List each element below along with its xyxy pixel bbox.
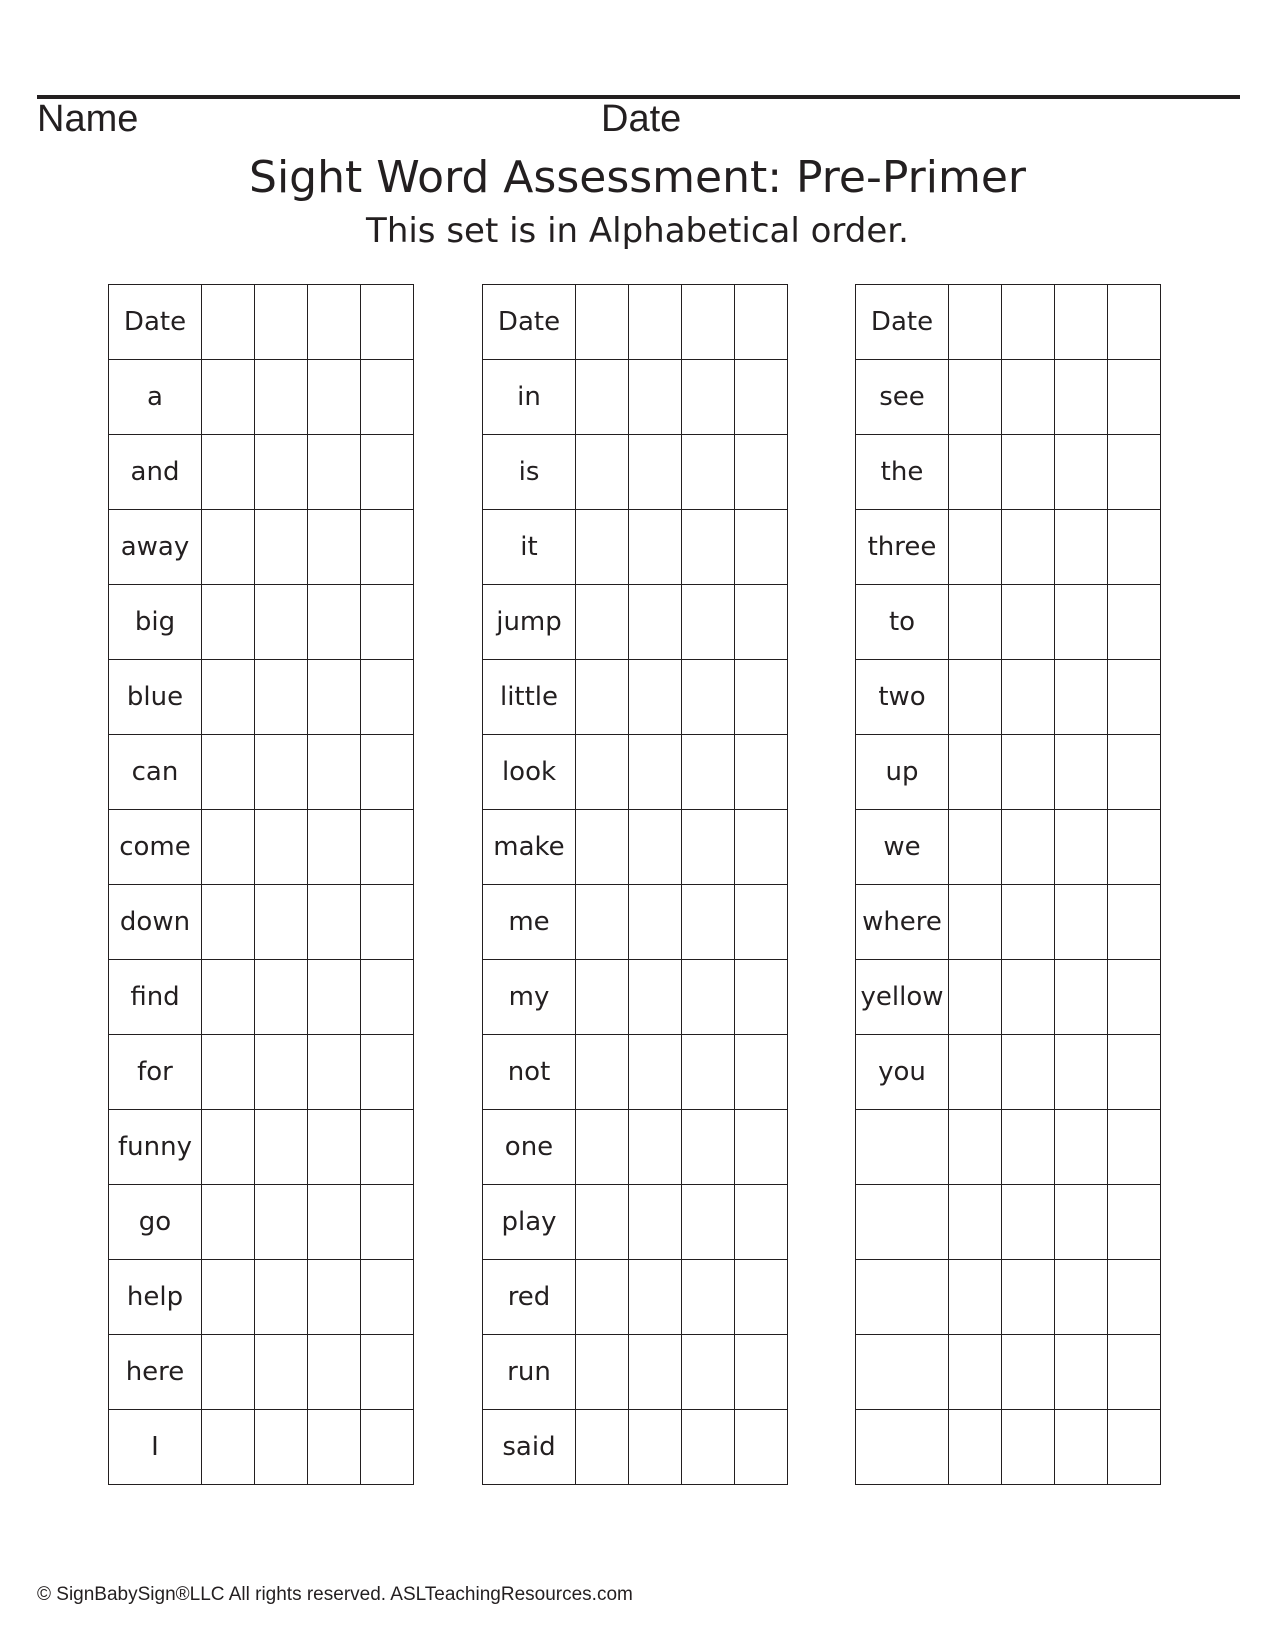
mark-cell[interactable] — [255, 1335, 308, 1410]
mark-cell[interactable] — [361, 435, 414, 510]
mark-cell[interactable] — [1002, 1410, 1055, 1485]
mark-cell[interactable] — [735, 1110, 788, 1185]
sight-word-cell — [856, 1335, 949, 1410]
mark-cell[interactable] — [949, 885, 1002, 960]
mark-cell[interactable] — [735, 1260, 788, 1335]
mark-cell[interactable] — [576, 810, 629, 885]
mark-cell[interactable] — [255, 360, 308, 435]
grid-row — [109, 1110, 414, 1185]
mark-cell[interactable] — [576, 1260, 629, 1335]
mark-cell[interactable] — [682, 1185, 735, 1260]
sight-word-cell: three — [856, 510, 949, 585]
mark-cell[interactable] — [1002, 1260, 1055, 1335]
mark-cell[interactable] — [202, 1260, 255, 1335]
sight-word-cell: I — [109, 1410, 202, 1485]
mark-cell[interactable] — [949, 1410, 1002, 1485]
mark-cell[interactable] — [949, 360, 1002, 435]
mark-cell[interactable] — [629, 510, 682, 585]
sight-word-cell: the — [856, 435, 949, 510]
grid-row — [109, 810, 414, 885]
sight-word-cell — [856, 1110, 949, 1185]
sight-word-cell: can — [109, 735, 202, 810]
date-header-cell: Date — [483, 285, 576, 360]
mark-cell[interactable] — [1108, 510, 1161, 585]
mark-cell[interactable] — [202, 660, 255, 735]
mark-cell[interactable] — [949, 510, 1002, 585]
sight-word-cell: it — [483, 510, 576, 585]
mark-cell[interactable] — [1055, 1410, 1108, 1485]
grid-row — [109, 1035, 414, 1110]
sight-word-cell: blue — [109, 660, 202, 735]
mark-cell[interactable] — [949, 435, 1002, 510]
grid-row — [483, 885, 788, 960]
sight-word-cell: in — [483, 360, 576, 435]
mark-cell[interactable] — [1108, 960, 1161, 1035]
mark-cell[interactable] — [682, 660, 735, 735]
mark-cell[interactable] — [255, 960, 308, 1035]
mark-cell[interactable] — [682, 1410, 735, 1485]
sight-word-cell: come — [109, 810, 202, 885]
mark-cell[interactable] — [576, 735, 629, 810]
sight-word-cell — [856, 1185, 949, 1260]
mark-cell[interactable] — [1055, 1335, 1108, 1410]
sight-word-cell: one — [483, 1110, 576, 1185]
mark-cell[interactable] — [1002, 1035, 1055, 1110]
mark-cell[interactable] — [629, 1035, 682, 1110]
mark-cell[interactable] — [735, 660, 788, 735]
mark-cell[interactable] — [682, 1335, 735, 1410]
sight-word-cell: not — [483, 1035, 576, 1110]
grid-row — [856, 1410, 1161, 1485]
mark-cell[interactable] — [682, 435, 735, 510]
mark-cell[interactable] — [1002, 660, 1055, 735]
mark-cell[interactable] — [735, 735, 788, 810]
mark-cell[interactable] — [361, 1260, 414, 1335]
mark-cell[interactable] — [255, 1110, 308, 1185]
mark-cell[interactable] — [576, 510, 629, 585]
mark-cell[interactable] — [629, 360, 682, 435]
mark-cell[interactable] — [308, 1260, 361, 1335]
mark-cell[interactable] — [308, 360, 361, 435]
sight-word-cell — [856, 1260, 949, 1335]
page-title: Sight Word Assessment: Pre-Primer — [249, 152, 1026, 203]
mark-cell[interactable] — [255, 660, 308, 735]
grid-row — [109, 1335, 414, 1410]
mark-cell[interactable] — [629, 1110, 682, 1185]
sight-word-cell: two — [856, 660, 949, 735]
grid-header-row — [856, 285, 1161, 360]
mark-cell[interactable] — [629, 1410, 682, 1485]
mark-cell[interactable] — [1002, 510, 1055, 585]
grid-row — [856, 360, 1161, 435]
date-entry-cell[interactable] — [735, 285, 788, 360]
mark-cell[interactable] — [361, 1110, 414, 1185]
mark-cell[interactable] — [361, 1035, 414, 1110]
mark-cell[interactable] — [202, 360, 255, 435]
page-subtitle: This set is in Alphabetical order. — [366, 211, 909, 251]
grid-row — [856, 660, 1161, 735]
mark-cell[interactable] — [576, 585, 629, 660]
sight-word-cell: my — [483, 960, 576, 1035]
mark-cell[interactable] — [361, 960, 414, 1035]
mark-cell[interactable] — [308, 1185, 361, 1260]
mark-cell[interactable] — [1108, 885, 1161, 960]
mark-cell[interactable] — [949, 585, 1002, 660]
grid-row — [856, 1110, 1161, 1185]
mark-cell[interactable] — [255, 1185, 308, 1260]
mark-cell[interactable] — [576, 660, 629, 735]
sight-word-cell: run — [483, 1335, 576, 1410]
mark-cell[interactable] — [361, 660, 414, 735]
mark-cell[interactable] — [202, 1410, 255, 1485]
mark-cell[interactable] — [735, 1410, 788, 1485]
mark-cell[interactable] — [735, 885, 788, 960]
mark-cell[interactable] — [1002, 360, 1055, 435]
grid-row — [483, 510, 788, 585]
sight-word-cell: you — [856, 1035, 949, 1110]
mark-cell[interactable] — [1002, 885, 1055, 960]
grid-row — [483, 735, 788, 810]
grid-row — [109, 960, 414, 1035]
date-entry-cell[interactable] — [255, 285, 308, 360]
mark-cell[interactable] — [202, 585, 255, 660]
sight-word-cell: yellow — [856, 960, 949, 1035]
mark-cell[interactable] — [629, 435, 682, 510]
mark-cell[interactable] — [629, 885, 682, 960]
grid-row — [109, 585, 414, 660]
mark-cell[interactable] — [735, 960, 788, 1035]
mark-cell[interactable] — [1002, 810, 1055, 885]
sight-word-cell — [856, 1410, 949, 1485]
mark-cell[interactable] — [1055, 435, 1108, 510]
date-entry-cell[interactable] — [308, 285, 361, 360]
mark-cell[interactable] — [308, 510, 361, 585]
grid-row — [109, 360, 414, 435]
copyright-footer: © SignBabySign®LLC All rights reserved. ASLTeachingResources.com — [37, 1584, 633, 1605]
mark-cell[interactable] — [735, 360, 788, 435]
sight-word-cell: we — [856, 810, 949, 885]
grid-row — [109, 1410, 414, 1485]
mark-cell[interactable] — [308, 1410, 361, 1485]
date-entry-cell[interactable] — [361, 285, 414, 360]
grid-row — [483, 810, 788, 885]
grid-row — [483, 660, 788, 735]
mark-cell[interactable] — [949, 1185, 1002, 1260]
mark-cell[interactable] — [629, 660, 682, 735]
grid-row — [856, 960, 1161, 1035]
grid-header-row — [483, 285, 788, 360]
sight-word-cell: here — [109, 1335, 202, 1410]
mark-cell[interactable] — [735, 1035, 788, 1110]
mark-cell[interactable] — [1002, 960, 1055, 1035]
mark-cell[interactable] — [1055, 660, 1108, 735]
grid-header-row — [109, 285, 414, 360]
mark-cell[interactable] — [1055, 1185, 1108, 1260]
mark-cell[interactable] — [949, 960, 1002, 1035]
mark-cell[interactable] — [735, 585, 788, 660]
date-header-cell: Date — [109, 285, 202, 360]
sight-word-cell: make — [483, 810, 576, 885]
mark-cell[interactable] — [629, 810, 682, 885]
date-entry-cell[interactable] — [1055, 285, 1108, 360]
sight-word-cell: look — [483, 735, 576, 810]
mark-cell[interactable] — [202, 960, 255, 1035]
mark-cell[interactable] — [308, 735, 361, 810]
mark-cell[interactable] — [361, 885, 414, 960]
grid-row — [109, 660, 414, 735]
mark-cell[interactable] — [361, 585, 414, 660]
sight-word-cell: said — [483, 1410, 576, 1485]
word-grid-2 — [482, 284, 788, 1485]
mark-cell[interactable] — [1002, 435, 1055, 510]
mark-cell[interactable] — [1055, 585, 1108, 660]
mark-cell[interactable] — [308, 585, 361, 660]
grid-row — [856, 810, 1161, 885]
mark-cell[interactable] — [1108, 660, 1161, 735]
mark-cell[interactable] — [1108, 1035, 1161, 1110]
name-label: Name — [37, 98, 139, 140]
mark-cell[interactable] — [1055, 1260, 1108, 1335]
mark-cell[interactable] — [1108, 585, 1161, 660]
mark-cell[interactable] — [202, 1335, 255, 1410]
mark-cell[interactable] — [682, 960, 735, 1035]
grid-row — [483, 1410, 788, 1485]
grid-row — [856, 1185, 1161, 1260]
sight-word-cell: help — [109, 1260, 202, 1335]
sight-word-cell: up — [856, 735, 949, 810]
grid-row — [856, 585, 1161, 660]
grid-row — [109, 435, 414, 510]
mark-cell[interactable] — [949, 660, 1002, 735]
grid-row — [856, 735, 1161, 810]
mark-cell[interactable] — [682, 810, 735, 885]
mark-cell[interactable] — [255, 810, 308, 885]
mark-cell[interactable] — [576, 960, 629, 1035]
date-entry-cell[interactable] — [1108, 285, 1161, 360]
sight-word-cell: and — [109, 435, 202, 510]
mark-cell[interactable] — [735, 510, 788, 585]
mark-cell[interactable] — [576, 1035, 629, 1110]
mark-cell[interactable] — [576, 1410, 629, 1485]
grid-row — [483, 960, 788, 1035]
mark-cell[interactable] — [1002, 585, 1055, 660]
sight-word-cell: red — [483, 1260, 576, 1335]
grid-row — [483, 1185, 788, 1260]
mark-cell[interactable] — [735, 810, 788, 885]
mark-cell[interactable] — [308, 435, 361, 510]
mark-cell[interactable] — [1108, 435, 1161, 510]
mark-cell[interactable] — [308, 1110, 361, 1185]
grid-row — [856, 1260, 1161, 1335]
mark-cell[interactable] — [629, 960, 682, 1035]
mark-cell[interactable] — [1055, 810, 1108, 885]
mark-cell[interactable] — [576, 1185, 629, 1260]
mark-cell[interactable] — [361, 510, 414, 585]
mark-cell[interactable] — [308, 1035, 361, 1110]
mark-cell[interactable] — [629, 735, 682, 810]
sight-word-cell: funny — [109, 1110, 202, 1185]
mark-cell[interactable] — [255, 585, 308, 660]
grid-row — [109, 510, 414, 585]
mark-cell[interactable] — [949, 810, 1002, 885]
mark-cell[interactable] — [1108, 1110, 1161, 1185]
date-entry-cell[interactable] — [1002, 285, 1055, 360]
grid-row — [483, 435, 788, 510]
mark-cell[interactable] — [361, 1410, 414, 1485]
grid-row — [483, 585, 788, 660]
date-label: Date — [601, 98, 682, 140]
date-entry-cell[interactable] — [949, 285, 1002, 360]
mark-cell[interactable] — [202, 735, 255, 810]
mark-cell[interactable] — [735, 1335, 788, 1410]
mark-cell[interactable] — [361, 1185, 414, 1260]
mark-cell[interactable] — [202, 1035, 255, 1110]
mark-cell[interactable] — [682, 585, 735, 660]
sight-word-cell: me — [483, 885, 576, 960]
mark-cell[interactable] — [682, 1260, 735, 1335]
sight-word-cell: to — [856, 585, 949, 660]
sight-word-cell: away — [109, 510, 202, 585]
mark-cell[interactable] — [576, 1335, 629, 1410]
mark-cell[interactable] — [255, 510, 308, 585]
mark-cell[interactable] — [1055, 360, 1108, 435]
grid-row — [483, 1110, 788, 1185]
grid-row — [109, 1185, 414, 1260]
mark-cell[interactable] — [361, 1335, 414, 1410]
mark-cell[interactable] — [308, 960, 361, 1035]
mark-cell[interactable] — [735, 1185, 788, 1260]
date-header-cell: Date — [856, 285, 949, 360]
date-entry-cell[interactable] — [682, 285, 735, 360]
mark-cell[interactable] — [682, 510, 735, 585]
sight-word-cell: is — [483, 435, 576, 510]
mark-cell[interactable] — [255, 1410, 308, 1485]
grid-row — [109, 1260, 414, 1335]
mark-cell[interactable] — [308, 885, 361, 960]
date-entry-cell[interactable] — [576, 285, 629, 360]
mark-cell[interactable] — [255, 1035, 308, 1110]
date-entry-cell[interactable] — [202, 285, 255, 360]
mark-cell[interactable] — [1108, 735, 1161, 810]
mark-cell[interactable] — [1108, 1260, 1161, 1335]
mark-cell[interactable] — [255, 735, 308, 810]
mark-cell[interactable] — [576, 435, 629, 510]
mark-cell[interactable] — [361, 360, 414, 435]
sight-word-cell: a — [109, 360, 202, 435]
sight-word-cell: go — [109, 1185, 202, 1260]
sight-word-cell: see — [856, 360, 949, 435]
mark-cell[interactable] — [682, 735, 735, 810]
mark-cell[interactable] — [629, 1335, 682, 1410]
mark-cell[interactable] — [1108, 360, 1161, 435]
mark-cell[interactable] — [1002, 1110, 1055, 1185]
sight-word-cell: jump — [483, 585, 576, 660]
grid-row — [109, 735, 414, 810]
mark-cell[interactable] — [949, 1335, 1002, 1410]
date-entry-cell[interactable] — [629, 285, 682, 360]
mark-cell[interactable] — [255, 885, 308, 960]
mark-cell[interactable] — [308, 810, 361, 885]
grid-row — [856, 1335, 1161, 1410]
mark-cell[interactable] — [202, 1185, 255, 1260]
grid-row — [483, 1260, 788, 1335]
mark-cell[interactable] — [682, 360, 735, 435]
mark-cell[interactable] — [255, 1260, 308, 1335]
grid-row — [856, 510, 1161, 585]
grid-row — [483, 1335, 788, 1410]
mark-cell[interactable] — [1055, 960, 1108, 1035]
mark-cell[interactable] — [735, 435, 788, 510]
sight-word-cell: down — [109, 885, 202, 960]
mark-cell[interactable] — [1108, 1410, 1161, 1485]
mark-cell[interactable] — [1108, 1185, 1161, 1260]
mark-cell[interactable] — [949, 1035, 1002, 1110]
mark-cell[interactable] — [1002, 1185, 1055, 1260]
mark-cell[interactable] — [1055, 1110, 1108, 1185]
mark-cell[interactable] — [576, 885, 629, 960]
sight-word-cell: find — [109, 960, 202, 1035]
word-grid-3 — [855, 284, 1161, 1485]
sight-word-cell: big — [109, 585, 202, 660]
mark-cell[interactable] — [949, 1260, 1002, 1335]
mark-cell[interactable] — [629, 1260, 682, 1335]
grid-row — [856, 435, 1161, 510]
grid-row — [856, 1035, 1161, 1110]
mark-cell[interactable] — [1055, 735, 1108, 810]
mark-cell[interactable] — [629, 1185, 682, 1260]
mark-cell[interactable] — [682, 885, 735, 960]
mark-cell[interactable] — [308, 660, 361, 735]
sight-word-cell: little — [483, 660, 576, 735]
mark-cell[interactable] — [202, 885, 255, 960]
mark-cell[interactable] — [1002, 735, 1055, 810]
grid-row — [856, 885, 1161, 960]
mark-cell[interactable] — [202, 1110, 255, 1185]
mark-cell[interactable] — [202, 510, 255, 585]
mark-cell[interactable] — [949, 1110, 1002, 1185]
mark-cell[interactable] — [576, 360, 629, 435]
mark-cell[interactable] — [629, 585, 682, 660]
grid-row — [483, 1035, 788, 1110]
mark-cell[interactable] — [682, 1035, 735, 1110]
mark-cell[interactable] — [255, 435, 308, 510]
mark-cell[interactable] — [1055, 1035, 1108, 1110]
mark-cell[interactable] — [1055, 510, 1108, 585]
mark-cell[interactable] — [576, 1110, 629, 1185]
sight-word-cell: for — [109, 1035, 202, 1110]
sight-word-cell: where — [856, 885, 949, 960]
mark-cell[interactable] — [1002, 1335, 1055, 1410]
mark-cell[interactable] — [682, 1110, 735, 1185]
word-grid-1 — [108, 284, 414, 1485]
sight-word-cell: play — [483, 1185, 576, 1260]
grid-row — [483, 360, 788, 435]
mark-cell[interactable] — [1108, 810, 1161, 885]
mark-cell[interactable] — [949, 735, 1002, 810]
mark-cell[interactable] — [308, 1335, 361, 1410]
mark-cell[interactable] — [1055, 885, 1108, 960]
mark-cell[interactable] — [202, 435, 255, 510]
mark-cell[interactable] — [1108, 1335, 1161, 1410]
mark-cell[interactable] — [361, 810, 414, 885]
mark-cell[interactable] — [202, 810, 255, 885]
mark-cell[interactable] — [361, 735, 414, 810]
grid-row — [109, 885, 414, 960]
